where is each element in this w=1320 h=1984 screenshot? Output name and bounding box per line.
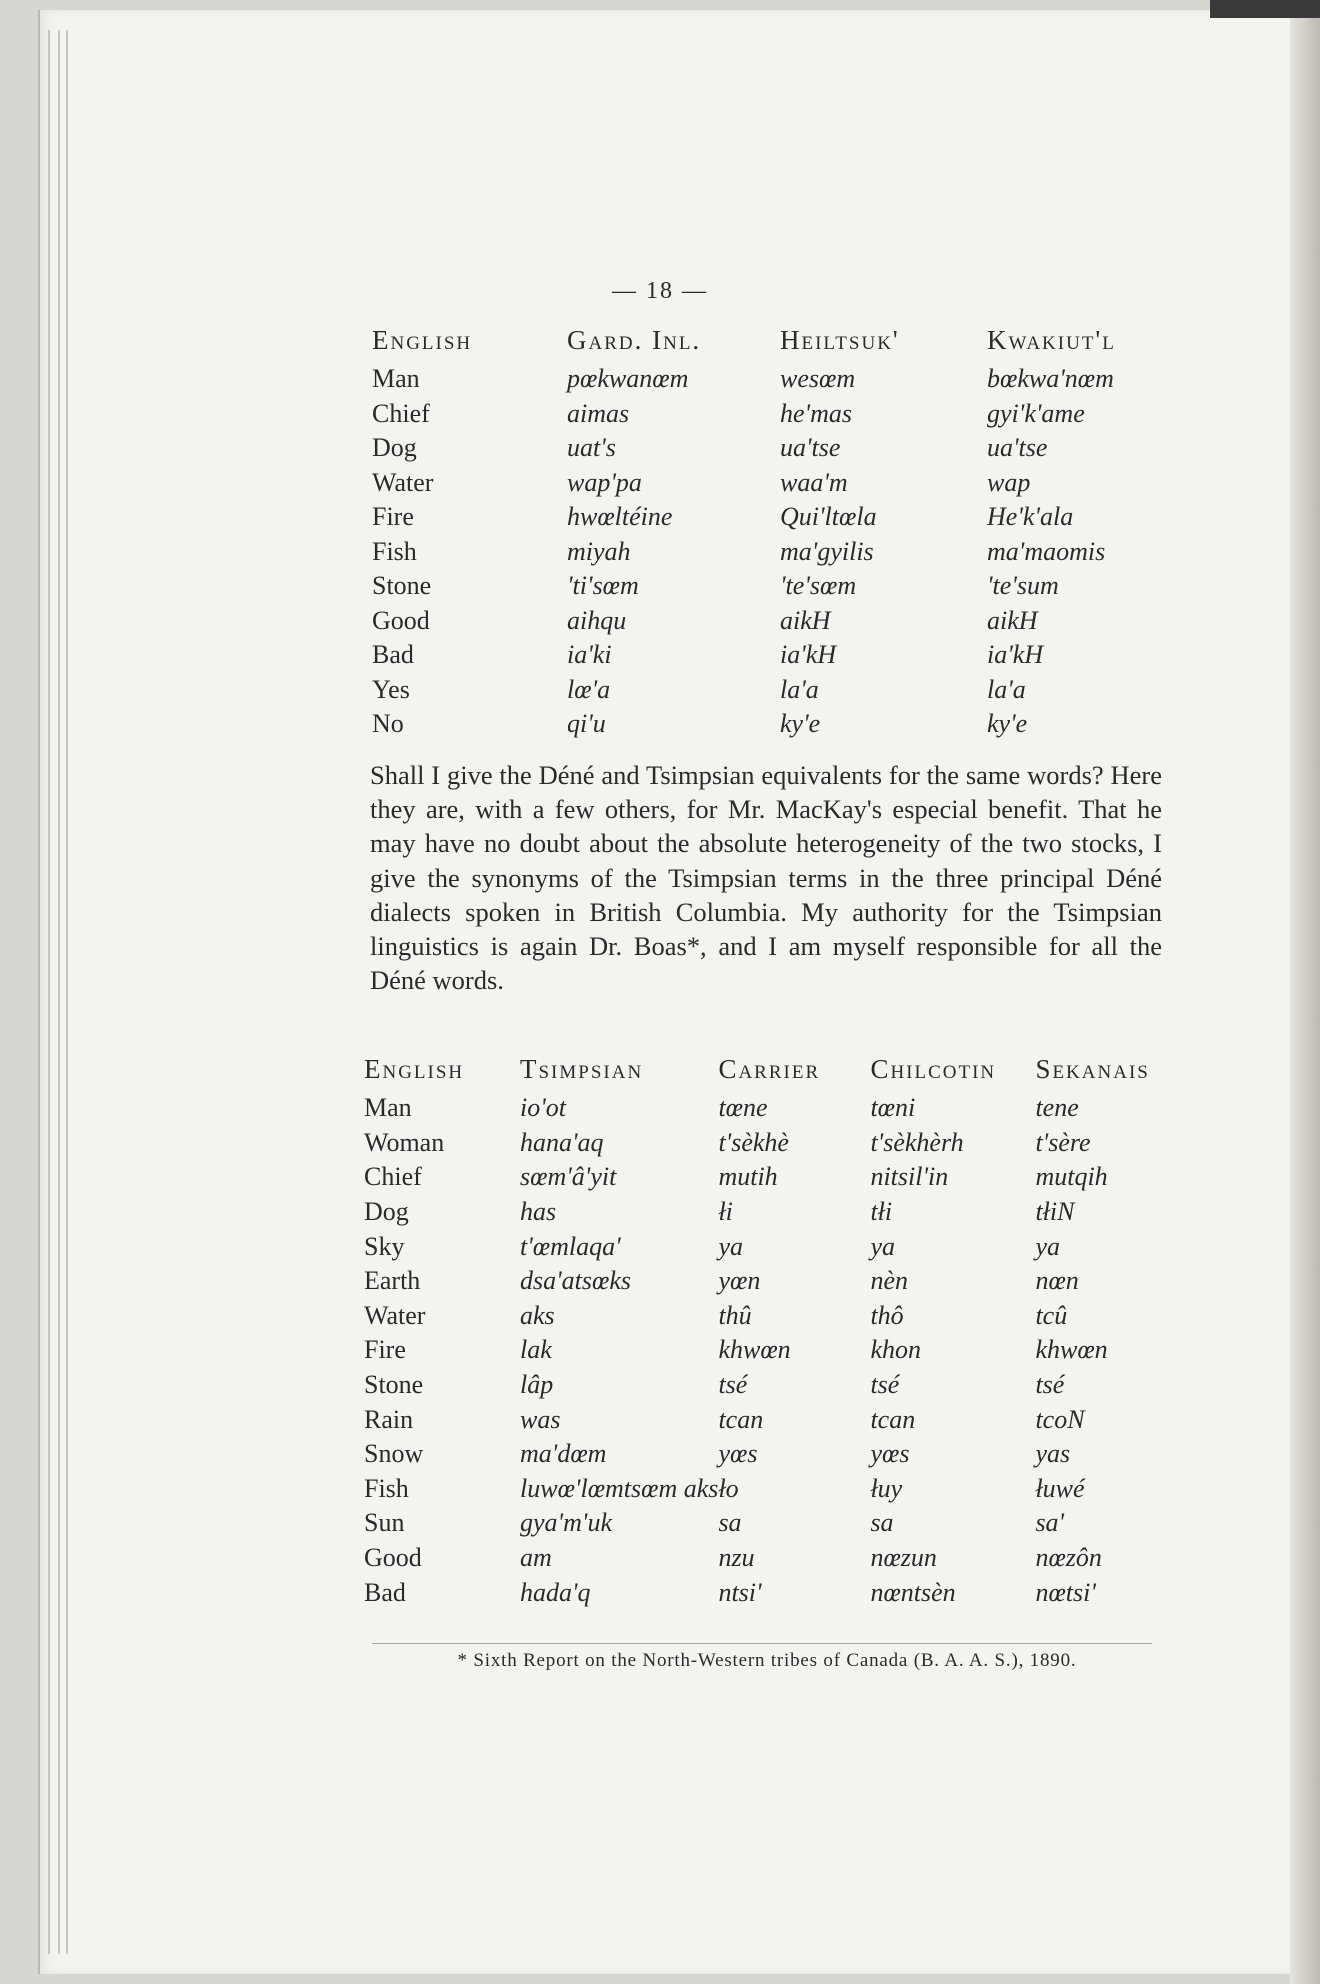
english-word-cell: No — [372, 709, 404, 739]
english-word-cell: Good — [372, 605, 430, 635]
english-word-cell: Stone — [372, 571, 432, 601]
translation-cell: t'sèkhè — [718, 1127, 789, 1157]
translation-cell: yœs — [870, 1439, 910, 1469]
translation-cell: dsa'atsœks — [520, 1266, 632, 1296]
english-word-cell: Sun — [364, 1508, 405, 1538]
translation-cell: ya — [718, 1231, 743, 1261]
translation-cell: tœne — [718, 1093, 768, 1123]
english-word-cell: Fire — [372, 502, 414, 532]
table-row — [364, 1126, 1180, 1161]
column-header-chilcotin: Chilcotin — [870, 1054, 997, 1084]
translation-cell: thû — [718, 1300, 752, 1330]
translation-cell: ia'ki — [567, 640, 612, 670]
translation-cell: ntsi' — [718, 1577, 762, 1607]
table-row — [364, 1368, 1180, 1403]
table-row — [364, 1472, 1180, 1507]
table-row — [364, 1575, 1180, 1610]
translation-cell: aimas — [567, 398, 630, 428]
column-header-sekanais: Sekanais — [1035, 1054, 1150, 1084]
english-word-cell: Stone — [364, 1370, 424, 1400]
translation-cell: la'a — [987, 674, 1026, 704]
translation-cell: t'sère — [1035, 1127, 1091, 1157]
english-word-cell: Water — [372, 467, 434, 497]
table-row — [364, 1160, 1180, 1195]
table-row — [372, 673, 1157, 708]
translation-cell: ma'dœm — [520, 1439, 607, 1469]
translation-cell: he'mas — [780, 398, 852, 428]
translation-cell: łuwé — [1035, 1473, 1085, 1503]
gutter-line — [48, 30, 50, 1954]
translation-cell: nœn — [1035, 1266, 1079, 1296]
translation-cell: tsé — [1035, 1370, 1065, 1400]
column-header-heiltsuk: Heiltsuk' — [780, 325, 900, 355]
scan-border — [1210, 0, 1320, 18]
translation-cell: ia'kH — [780, 640, 837, 670]
translation-cell: Qui'ltœla — [780, 502, 877, 532]
translation-cell: sa — [718, 1508, 742, 1538]
translation-cell: hwœltéine — [567, 502, 673, 532]
translation-cell: sœm'â'yit — [520, 1162, 617, 1192]
translation-cell: ya — [870, 1231, 895, 1261]
translation-cell: t'œmlaqa' — [520, 1231, 621, 1261]
table-row — [364, 1091, 1180, 1126]
translation-cell: 'te'sum — [987, 571, 1059, 601]
translation-cell: ya — [1035, 1231, 1060, 1261]
footnote: * Sixth Report on the North-Western tribes of Canada (B. A. A. S.), 1890. — [457, 1650, 1077, 1671]
translation-cell: pœkwanœm — [567, 364, 689, 394]
translation-cell: nœntsèn — [870, 1577, 956, 1607]
translation-cell: khwœn — [718, 1335, 791, 1365]
gutter-line — [66, 30, 68, 1954]
english-word-cell: Woman — [364, 1127, 445, 1157]
table-row — [372, 707, 1157, 742]
english-word-cell: Snow — [364, 1439, 424, 1469]
translation-cell: waa'm — [780, 467, 848, 497]
translation-cell: łi — [718, 1197, 733, 1227]
column-header-carrier: Carrier — [718, 1054, 821, 1084]
table-row — [364, 1402, 1180, 1437]
column-header-english: English — [372, 325, 473, 355]
english-word-cell: Fish — [372, 536, 417, 566]
table-header-row — [364, 1054, 1180, 1091]
translation-cell: miyah — [567, 536, 631, 566]
english-word-cell: Man — [364, 1093, 412, 1123]
translation-cell: was — [520, 1404, 561, 1434]
english-word-cell: Dog — [372, 433, 417, 463]
translation-cell: sa — [870, 1508, 894, 1538]
english-word-cell: Bad — [364, 1577, 406, 1607]
translation-cell: tłi — [870, 1197, 893, 1227]
english-word-cell: Rain — [364, 1404, 414, 1434]
table-row — [364, 1195, 1180, 1230]
column-header-kwakiutl: Kwakiut'l — [987, 325, 1116, 355]
translation-cell: luwœ'lœmtsœm aks — [520, 1473, 719, 1503]
translation-cell: nœzun — [870, 1543, 937, 1573]
table-row — [364, 1264, 1180, 1299]
translation-cell: ma'maomis — [987, 536, 1106, 566]
translation-cell: hana'aq — [520, 1127, 604, 1157]
table-row — [372, 500, 1157, 535]
english-word-cell: Man — [372, 364, 420, 394]
table-row — [364, 1333, 1180, 1368]
translation-cell: lâp — [520, 1370, 554, 1400]
translation-cell: khon — [870, 1335, 921, 1365]
english-word-cell: Water — [364, 1300, 426, 1330]
translation-cell: yœn — [718, 1266, 761, 1296]
footnote-divider — [372, 1643, 1152, 1644]
table-row — [364, 1506, 1180, 1541]
table-row — [372, 569, 1157, 604]
vocabulary-table-coastal — [372, 325, 1157, 742]
column-header-english: English — [364, 1054, 465, 1084]
table-row — [372, 362, 1157, 397]
table-row — [364, 1229, 1180, 1264]
translation-cell: He'k'ala — [987, 502, 1074, 532]
translation-cell: wesœm — [780, 364, 856, 394]
english-word-cell: Yes — [372, 674, 410, 704]
table-row — [364, 1437, 1180, 1472]
translation-cell: aikH — [987, 605, 1038, 635]
translation-cell: hada'q — [520, 1577, 591, 1607]
translation-cell: has — [520, 1197, 557, 1227]
translation-cell: ma'gyilis — [780, 536, 874, 566]
translation-cell: wap'pa — [567, 467, 642, 497]
table-row — [372, 604, 1157, 639]
translation-cell: tene — [1035, 1093, 1079, 1123]
translation-cell: nzu — [718, 1543, 755, 1573]
english-word-cell: Bad — [372, 640, 414, 670]
english-word-cell: Sky — [364, 1231, 405, 1261]
translation-cell: 'te'sœm — [780, 571, 857, 601]
body-paragraph: Shall I give the Déné and Tsimpsian equivalents for the same words? Here they are, with a few others, for Mr. MacKay's especial benefit. That he may have no doubt about the absolute heterogeneity of the two stocks, I give the synonyms of the Tsimpsian terms in the three principal Déné dialects spoken in British Columbia. My authority for the Tsimpsian linguistics is again Dr. Boas*, and I am myself responsible for all the Déné words. — [370, 760, 1162, 996]
translation-cell: qi'u — [567, 709, 606, 739]
translation-cell: ia'kH — [987, 640, 1044, 670]
table-row — [364, 1541, 1180, 1576]
english-word-cell: Fire — [364, 1335, 406, 1365]
translation-cell: yœs — [718, 1439, 758, 1469]
column-header-tsimpsian: Tsimpsian — [520, 1054, 644, 1084]
english-word-cell: Earth — [364, 1266, 421, 1296]
table-row — [372, 638, 1157, 673]
translation-cell: łuy — [870, 1473, 903, 1503]
translation-cell: tœni — [870, 1093, 916, 1123]
translation-cell: aks — [520, 1300, 555, 1330]
table-row — [364, 1299, 1180, 1334]
translation-cell: t'sèkhèrh — [870, 1127, 964, 1157]
translation-cell: tłiN — [1035, 1197, 1075, 1227]
table-row — [372, 466, 1157, 501]
translation-cell: tcû — [1035, 1300, 1068, 1330]
translation-cell: nœtsi' — [1035, 1577, 1096, 1607]
translation-cell: lœ'a — [567, 674, 611, 704]
translation-cell: nœzôn — [1035, 1543, 1102, 1573]
translation-cell: mutih — [718, 1162, 778, 1192]
translation-cell: io'ot — [520, 1093, 567, 1123]
translation-cell: khwœn — [1035, 1335, 1108, 1365]
translation-cell: nèn — [870, 1266, 908, 1296]
table-row — [372, 431, 1157, 466]
translation-cell: ua'tse — [780, 433, 841, 463]
vocabulary-table-tsimpsian-dene — [364, 1054, 1180, 1610]
translation-cell: uat's — [567, 433, 616, 463]
english-word-cell: Dog — [364, 1197, 409, 1227]
translation-cell: nitsil'in — [870, 1162, 949, 1192]
english-word-cell: Fish — [364, 1473, 409, 1503]
translation-cell: tcan — [870, 1404, 916, 1434]
english-word-cell: Chief — [372, 398, 430, 428]
translation-cell: ky'e — [987, 709, 1028, 739]
translation-cell: aihqu — [567, 605, 627, 635]
translation-cell: tsé — [718, 1370, 748, 1400]
translation-cell: gya'm'uk — [520, 1508, 612, 1538]
table-row — [372, 397, 1157, 432]
table-row — [372, 535, 1157, 570]
translation-cell: bœkwa'nœm — [987, 364, 1114, 394]
translation-cell: tsé — [870, 1370, 900, 1400]
gutter-line — [58, 30, 60, 1954]
table-header-row — [372, 325, 1157, 362]
english-word-cell: Chief — [364, 1162, 422, 1192]
page-number: — 18 — — [612, 278, 708, 304]
translation-cell: gyi'k'ame — [987, 398, 1085, 428]
translation-cell: mutqih — [1035, 1162, 1108, 1192]
translation-cell: sa' — [1035, 1508, 1065, 1538]
translation-cell: ua'tse — [987, 433, 1048, 463]
translation-cell: aikH — [780, 605, 831, 635]
translation-cell: tcoN — [1035, 1404, 1085, 1434]
translation-cell: thô — [870, 1300, 904, 1330]
translation-cell: ło — [718, 1473, 739, 1503]
column-header-gardner-inlet: Gard. Inl. — [567, 325, 702, 355]
english-word-cell: Good — [364, 1543, 422, 1573]
translation-cell: wap — [987, 467, 1031, 497]
translation-cell: 'ti'sœm — [567, 571, 639, 601]
translation-cell: la'a — [780, 674, 819, 704]
translation-cell: am — [520, 1543, 552, 1573]
translation-cell: tcan — [718, 1404, 764, 1434]
translation-cell: yas — [1035, 1439, 1071, 1469]
translation-cell: lak — [520, 1335, 552, 1365]
translation-cell: ky'e — [780, 709, 821, 739]
